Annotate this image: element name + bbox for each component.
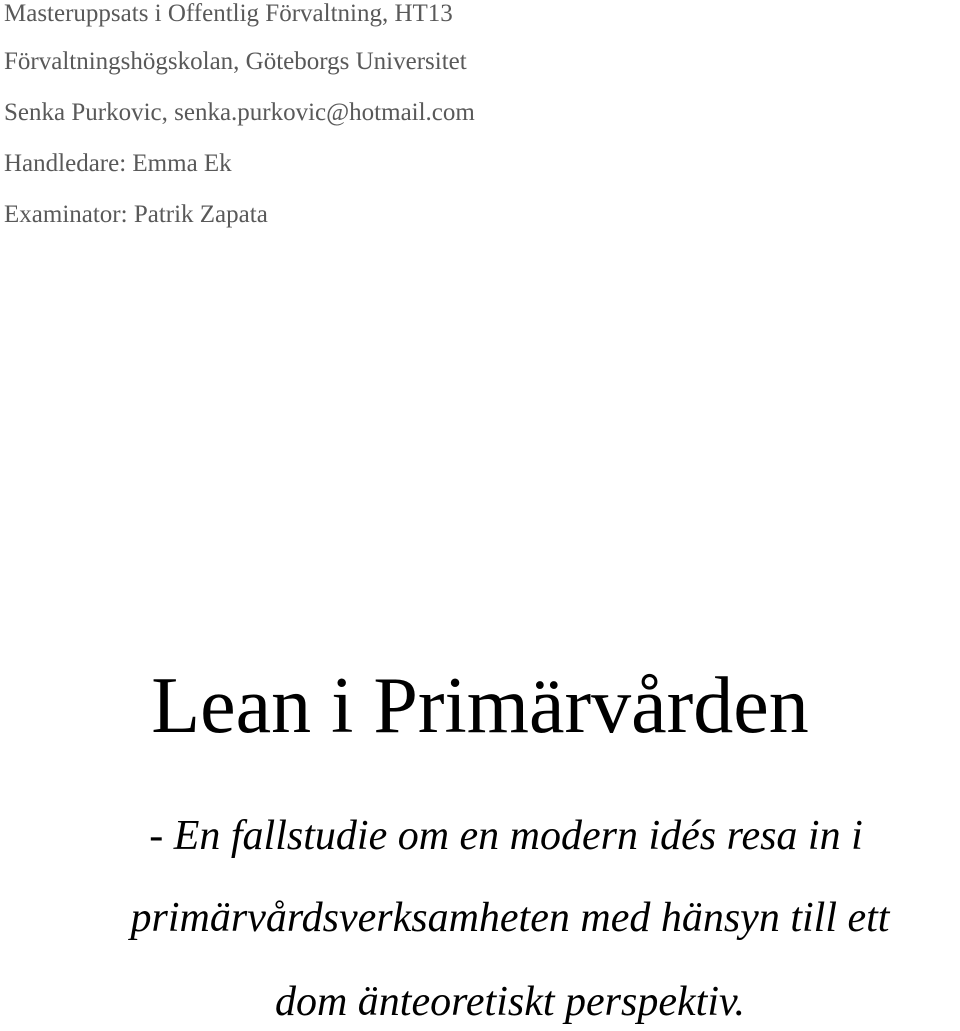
supervisor-line: Handledare: Emma Ek bbox=[4, 150, 232, 177]
examiner-line: Examinator: Patrik Zapata bbox=[4, 201, 268, 228]
subtitle-line-2: primärvårdsverksamheten med hänsyn till ett bbox=[130, 895, 890, 941]
author-line: Senka Purkovic, senka.purkovic@hotmail.com bbox=[4, 99, 475, 126]
subtitle-line-1: - En fallstudie om en modern idés resa in i bbox=[149, 813, 863, 859]
thesis-title: Lean i Primärvården bbox=[151, 662, 809, 750]
subtitle-line-3: dom änteoretiskt perspektiv. bbox=[274, 979, 746, 1025]
course-line: Masteruppsats i Offentlig Förvaltning, HT13 bbox=[4, 0, 453, 27]
university-line: Förvaltningshögskolan, Göteborgs Universitet bbox=[4, 48, 467, 75]
